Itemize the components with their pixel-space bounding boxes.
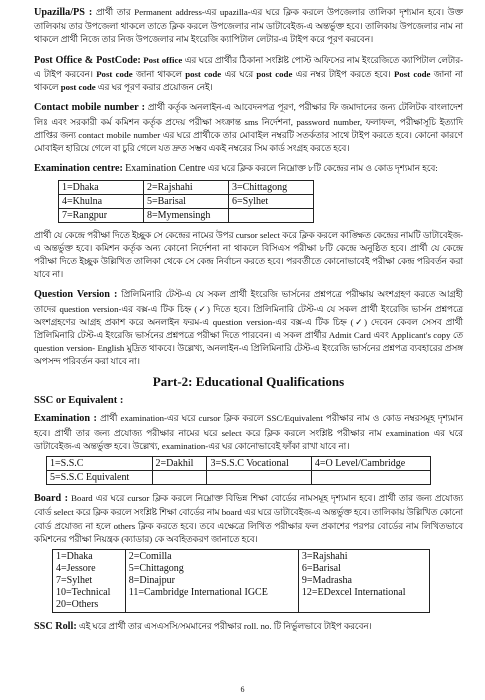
table-row [59,208,314,222]
exam-centre-table [58,180,314,223]
table-cell: 2=Dakhil [152,457,207,471]
table-cell: 3=S.S.C Vocational [207,457,311,471]
exam-centre-paragraph [34,161,463,176]
postoffice-term: Post Office & PostCode: [34,54,141,66]
upazilla-paragraph [34,5,463,47]
exam-centre-after-paragraph [34,229,463,282]
table-cell: 4=O Level/Cambridge [311,457,430,471]
table-cell: 1=Dhaka [59,180,144,194]
table-row [47,457,431,471]
postoffice-text-6: এর ঘর পূরণ করার প্রয়োজন নেই। [97,82,213,93]
table-cell: 1=S.S.C [47,457,153,471]
table-row [59,180,314,194]
upazilla-text: প্রার্থী তার Permanent address-এর upazilla-এর ঘরে ক্লিক করলে উপজেলার তালিকা দৃশ্যমান হবে। উক্ত তালিকায় তার উপজেলা থাকলে তাতে ক্লিক করলে উপজেলার নাম ডাটাবেইজ-এ অন্তর্ভুক্ত হবে। তালিকায় উপজেলার নাম না থাকলে প্রার্থী নিজে তার নিজ উপজেলার নাম ইংরেজি ক্যাপিটাল লেটার-এ টাইপ করে পূরণ করবেন। [34,7,463,45]
ssc-options-box [46,456,463,485]
postcode-inline-5: post code [60,82,96,93]
part2-heading: Part-2: Educational Qualifications [152,374,345,390]
ssc-roll-term: SSC Roll: [34,621,77,633]
postoffice-text-2: জানা থাকলে [135,68,182,79]
table-cell: 3=Chittagong [229,180,314,194]
question-version-term: Question Version : [34,289,118,301]
exam-centre-term: Examination centre: [34,163,123,175]
list-item: 11=Cambridge International IGCE [128,587,268,599]
list-item: 1=Dhaka [56,551,93,563]
exam-centre-box [58,180,463,223]
contact-term: Contact mobile number : [34,102,145,114]
table-row [59,194,314,208]
ssc-exam-paragraph [34,411,463,453]
table-cell: 5=S.S.C Equivalent [47,471,153,485]
postcode-inline-3: post code [256,68,293,79]
list-item: 20=Others [56,599,99,611]
table-row [53,550,430,613]
page-number: 6 [240,685,245,694]
ssc-options-table [46,456,431,485]
table-cell: 5=Barisal [144,194,229,208]
list-item: 12=EDexcel International [301,587,406,599]
board-text: Board এর ঘরে cursor ক্লিক করলে নিম্নোক্ত বিভিন্ন শিক্ষা বোর্ডের নামসমূহ দৃশ্যমান হবে। প্রার্থী তার জন্য প্রযোজ্য বোর্ড select করে ক্লিক করলে সংশ্লিষ্ট শিক্ষা বোর্ডের নাম board এর ঘরে ডাটাবেইজ-এ অন্তর্ভুক্ত হবে। তালিকায় উল্লিখিত কোনো বোর্ড প্রযোজ্য না হলে others ক্লিক করতে হবে। তবে এক্ষেত্রে লিখিত পরীক্ষার ফল প্রকাশের পরপর বোর্ডের নাম লিখিতভাবে কমিশনের পরীক্ষা নিয়ন্ত্রক (ক্যাডার) কে অবহিতকরণ জানাতে হবে। [34,493,464,544]
table-cell: 4=Khulna [59,194,144,208]
board-column-1 [53,550,126,613]
list-item: 10=Technical [56,587,111,599]
upazilla-term: Upazilla/PS : [34,7,93,18]
board-column-3 [298,550,429,613]
postoffice-paragraph [34,53,463,95]
postoffice-text-1: এর ঘরে প্রার্থীর ঠিকানা সংশ্লিষ্ট পোস্ট অফিসের নাম ইংরেজিতে ক্যাপিটাল লেটার-এ টাইপ করবেন। [34,54,463,79]
board-term: Board : [34,493,69,505]
list-item: 4=Jessore [56,563,96,575]
list-item: 2=Comilla [128,551,172,563]
board-column-2 [125,550,298,613]
table-row [47,471,431,485]
table-cell: 8=Mymensingh [144,208,229,222]
postoffice-text-4: এর নম্বর টাইপ করতে হবে। [295,68,391,79]
board-paragraph [34,491,463,546]
postcode-inline-4: Post code [393,68,431,79]
postcode-inline-1: Post code [96,68,133,79]
ssc-heading: SSC or Equivalent : [34,395,124,407]
table-cell [311,471,430,485]
list-item: 3=Rajshahi [301,551,348,563]
board-options-box [52,549,463,613]
ssc-exam-term: Examination : [34,413,97,425]
list-item: 5=Chittagong [128,563,184,575]
ssc-exam-text: প্রার্থী examination-এর ঘরে cursor ক্লিক করলে SSC/Equivalent পরীক্ষার নাম ও কোড নম্বরসমূহ দৃশ্যমান হবে। প্রার্থী তার জন্য প্রযোজ্য পরীক্ষার নামের ঘরে select করে ক্লিক করলে সংশ্লিষ্ট পরীক্ষার নাম examination এর ঘরে ডাটাবেইজ-এ অন্তর্ভুক্ত হবে। উল্লেখ্য, examination-এর ঘর কোনোভাবেই ফাঁকা রাখা যাবে না। [34,413,463,451]
exam-centre-after-text: প্রার্থী যে কেন্দ্রে পরীক্ষা দিতে ইচ্ছুক সে কেন্দ্রের নামের উপর cursor select করে ক্লিক করলে কাঙ্ক্ষিত কেন্দ্রের নামটি ডাটাবেইজ-এ অন্তর্ভুক্ত হবে। কমিশন কর্তৃক অন্য কোনো নির্দেশনা না থাকলে বিসিএস পরীক্ষা ৮টি কেন্দ্রে অনুষ্ঠিত হবে। প্রার্থী যে কেন্দ্রে পরীক্ষা দিতে ইচ্ছুক উল্লিখিত তালিকা থেকে সে কেন্দ্র নির্বাচন করতে হবে। পরবর্তীতে কোনোভাবেই পরীক্ষা কেন্দ্র পরিবর্তন করা যাবে না। [34,229,463,280]
ssc-roll-text: এই ঘরে প্রার্থী তার এসএসসি/সমমানের পরীক্ষার roll. no. টি নির্ভুলভাবে টাইপ করবেন। [78,621,372,632]
list-item: 8=Dinajpur [128,575,175,587]
contact-text: প্রার্থী কর্তৃক অনলাইন-এ আবেদনপত্র পূরণ, পরীক্ষার ফি জমাদানের জন্য টেলিটক বাংলাদেশ লিঃ এবং সরকারী কর্ম কমিশন কর্তৃক প্রদেয় পরীক্ষা সংক্রান্ত sms নির্দেশনা, password number, ফলাফল, পরীক্ষাসূচি ইত্যাদি প্রাপ্তির জন্য contact mobile number এর ঘরে প্রার্থীকে তার মোবাইল নম্বরটি সতর্কতার সাথে টাইপ করতে হবে। কোনো কারণে মোবাইল হারিয়ে গেলে বা চুরি গেলে যত দ্রুত সম্ভব একই নম্বরের সিম কার্ড সংগ্রহ করতে হবে। [34,102,463,154]
question-version-text: প্রিলিমিনারি টেস্ট-এ যে সকল প্রার্থী ইংরেজি ভার্সনের প্রশ্নপত্রে পরীক্ষায় অংশগ্রহণ করতে আগ্রহী তাদের question version-এর বক্স-এ টিক চিহ্ন (✓) দিতে হবে। প্রিলিমিনারি টেস্ট-এ যে সকল প্রার্থী ইংরেজি ভার্সন প্রশ্নপত্রে অংশগ্রহণের আগ্রহ প্রকাশ করে অনলাইন ফরম-এ question version-এর বক্স-এ টিক চিহ্ন (✓) দেবেন কেবল সেসব প্রার্থী প্রিলিমিনারি টেস্ট-এ ইংরেজি ভার্সনের প্রশ্নপত্রে পরীক্ষা দিতে পারবেন। এ সকল প্রার্থীর Admit Card এবং Applicant's copy তে question version- English মুদ্রিত থাকবে। উল্লেখ্য, অনলাইন-এ প্রিলিমিনারি টেস্ট-এ ইংরেজি ভার্সনের প্রশ্নপত্র ব্যবহারের প্রসঙ্গ অপসন্দ পরিবর্তন করা যাবে না। [34,289,463,367]
list-item: 6=Barisal [301,563,341,575]
postoffice-text-3: এর ঘরে [224,68,254,79]
table-cell [207,471,311,485]
contact-paragraph [34,100,463,155]
table-cell: 2=Rajshahi [144,180,229,194]
exam-centre-inline: Examination Centre [125,163,206,175]
question-version-paragraph [34,287,463,368]
table-cell: 6=Sylhet [229,194,314,208]
ssc-roll-paragraph [34,619,463,634]
exam-centre-intro: এর ঘরে ক্লিক করলে নিম্নোক্ত ৮টি কেন্দ্রের নাম ও কোড দৃশ্যমান হবে: [207,163,438,174]
list-item: 9=Madrasha [301,575,352,587]
postcode-inline-2: post code [185,68,222,79]
table-cell [229,208,314,222]
list-item: 7=Sylhet [56,575,93,587]
table-cell [152,471,207,485]
board-options-table [52,549,430,613]
table-cell: 7=Rangpur [59,208,144,222]
postoffice-inline: Post office [143,54,183,65]
postoffice-text-5: জানা না থাকলে [34,68,463,93]
